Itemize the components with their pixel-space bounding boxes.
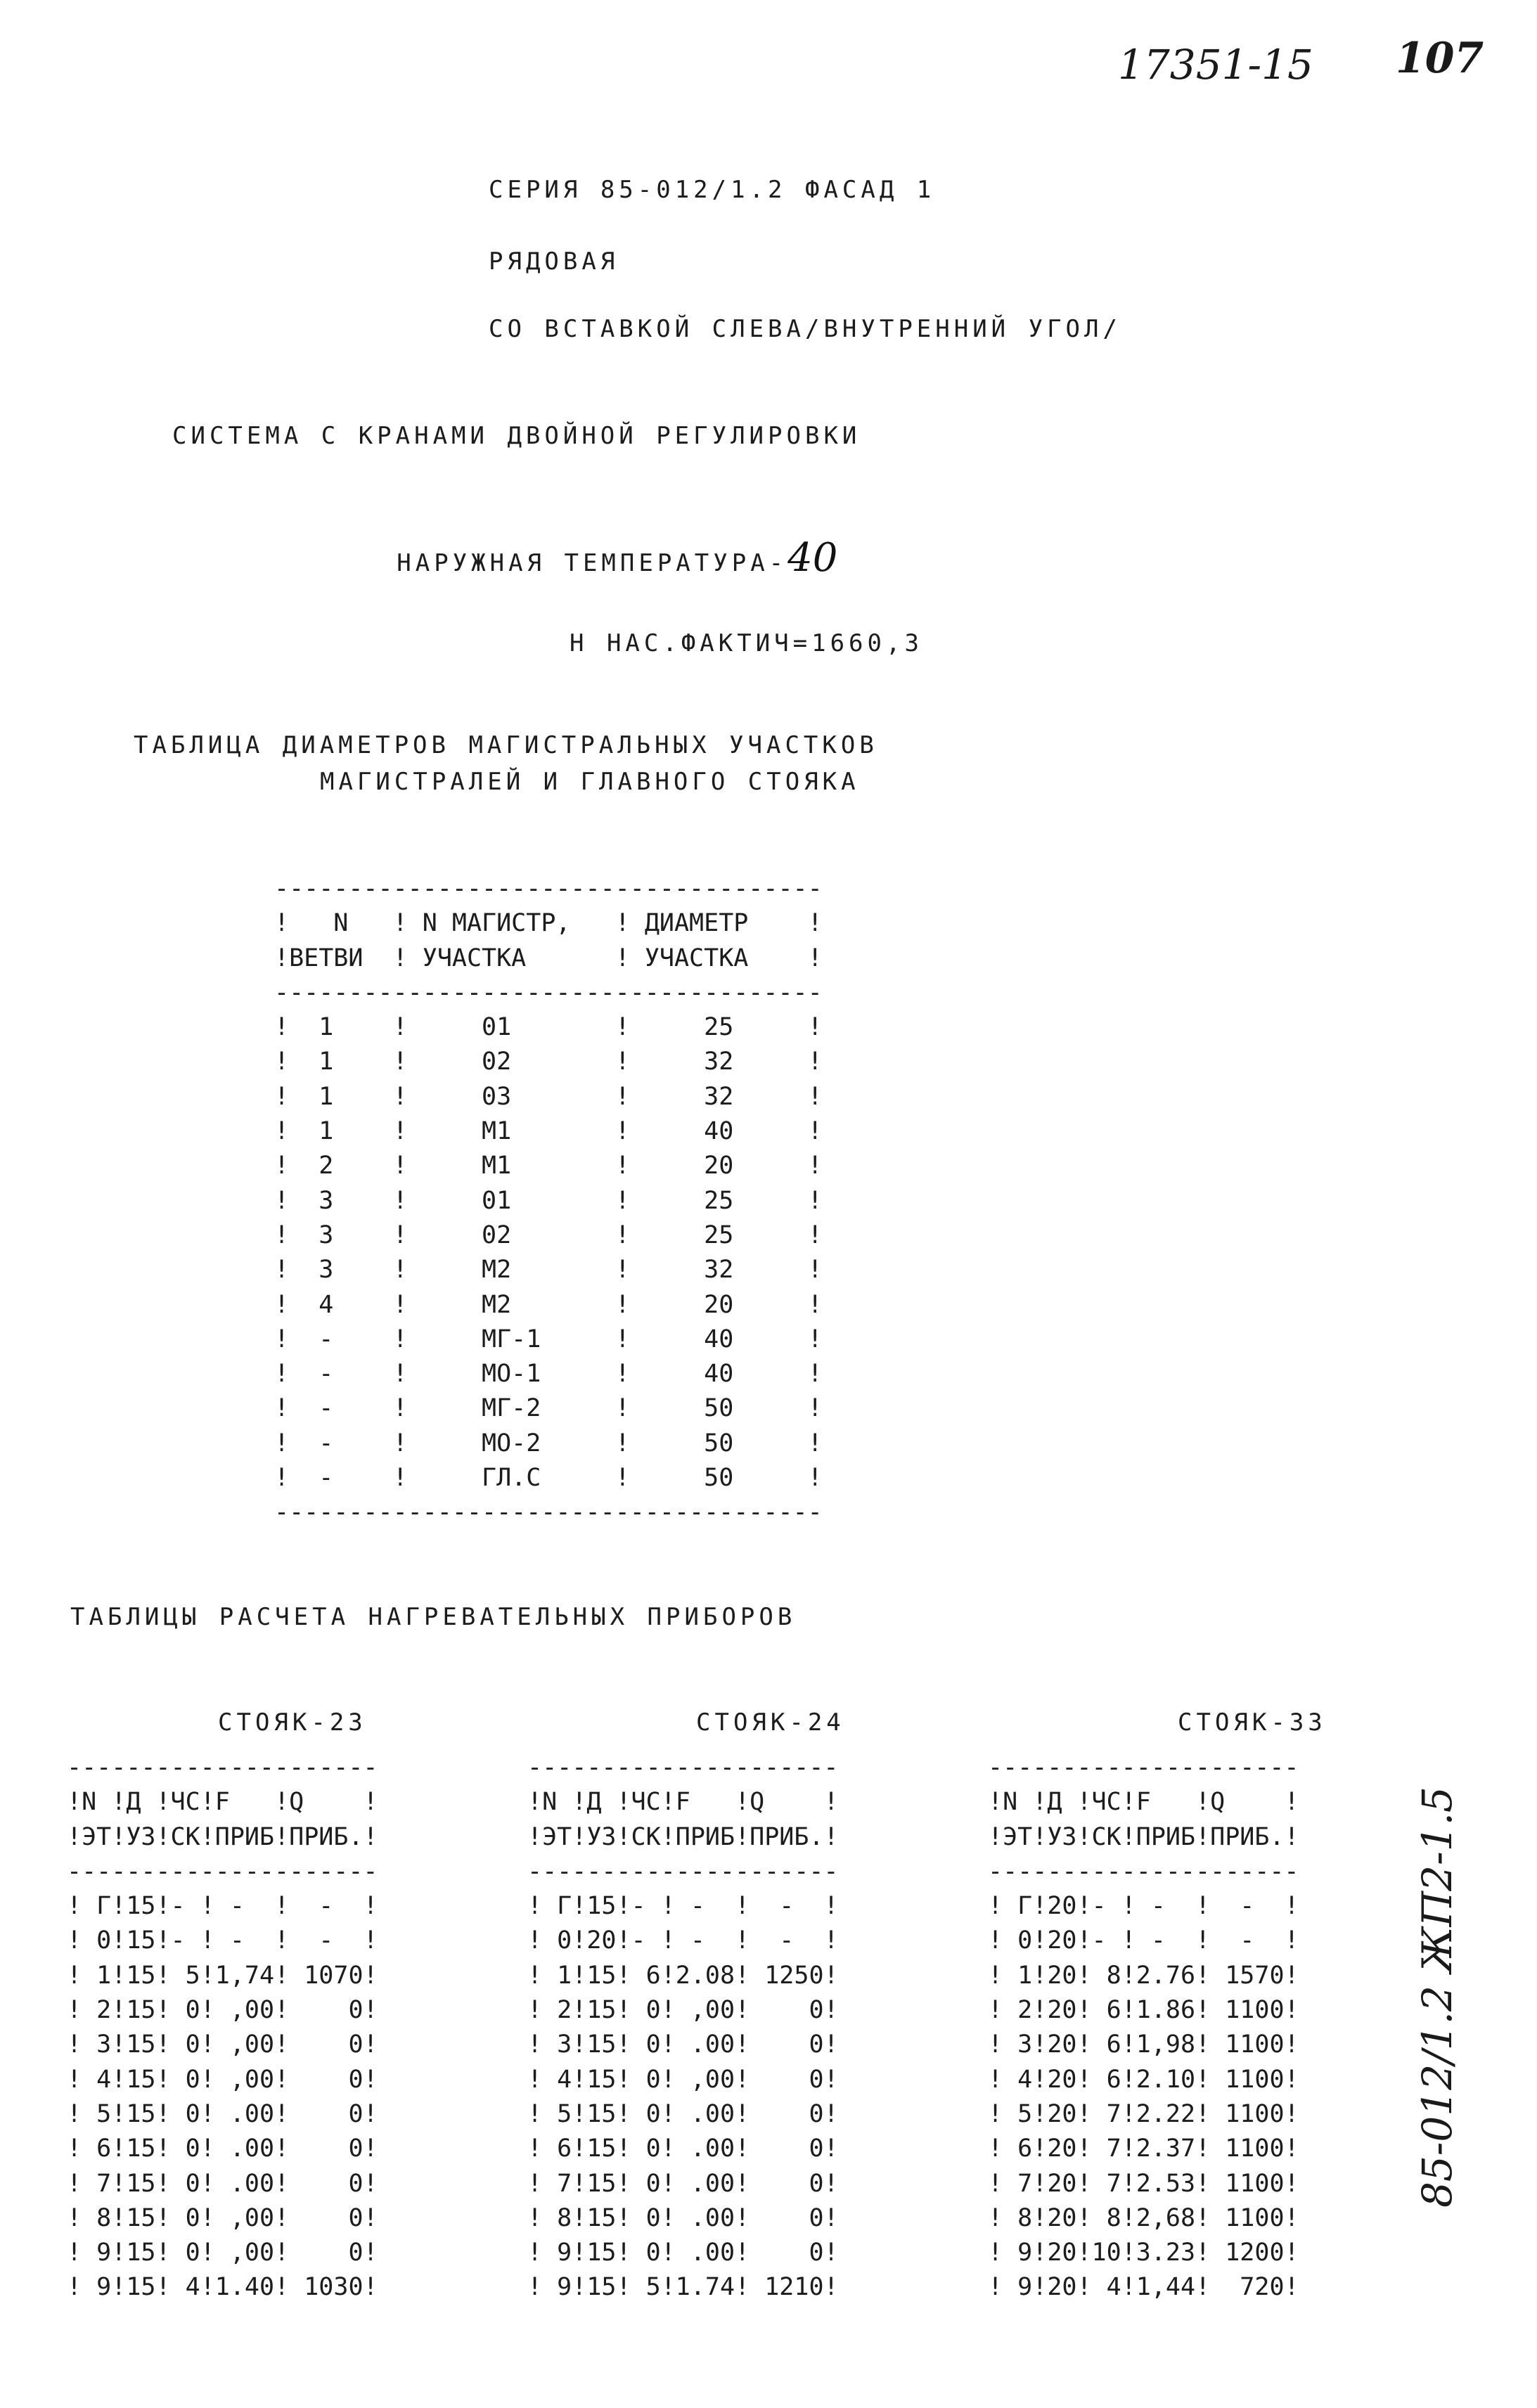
cell-floor: 2 xyxy=(1003,1996,1033,2025)
cell-area: .00 xyxy=(214,2135,275,2163)
cell-sections: 0 xyxy=(631,2065,661,2094)
cell-area: ,00 xyxy=(214,2203,275,2232)
cell-heat: - xyxy=(1210,1892,1285,1921)
cell-diameter: 20 xyxy=(1047,2169,1077,2198)
cell-branch: 3 xyxy=(289,1186,393,1215)
cell-floor: 6 xyxy=(542,2135,572,2163)
header-sections: ЧС xyxy=(170,1788,200,1817)
header-sections: ЧС xyxy=(1091,1788,1121,1817)
cell-diameter: 15 xyxy=(586,2065,617,2094)
cell-heat: 0 xyxy=(750,2099,824,2128)
cell-heat: - xyxy=(289,1926,364,1955)
cell-floor: 4 xyxy=(82,2065,112,2094)
cell-area: ,00 xyxy=(675,1996,735,2025)
cell-heat: - xyxy=(750,1892,824,1921)
cell-heat: 0 xyxy=(289,2030,364,2059)
cell-area: .00 xyxy=(675,2169,735,2198)
cell-heat: 0 xyxy=(289,2169,364,2198)
cell-sections: 8 xyxy=(1091,1961,1121,1990)
cell-diameter: 20 xyxy=(1047,2135,1077,2163)
cell-diameter: 15 xyxy=(126,2239,156,2267)
cell-diameter: 20 xyxy=(629,1152,808,1180)
subheader-sections: СК xyxy=(631,1822,661,1851)
cell-diameter: 20 xyxy=(1047,2239,1077,2267)
cell-diameter: 15 xyxy=(126,1961,156,1990)
cell-floor: 4 xyxy=(1003,2065,1033,2094)
cell-sections: 6 xyxy=(1091,2030,1121,2059)
cell-branch: 1 xyxy=(289,1117,393,1146)
temperature-value: 40 xyxy=(787,535,838,581)
cell-heat: 1100 xyxy=(1210,2135,1285,2163)
cell-floor: 6 xyxy=(82,2135,112,2163)
cell-area: ,00 xyxy=(214,2065,275,2094)
header-floor: N xyxy=(1003,1788,1033,1817)
cell-section: 02 xyxy=(407,1221,615,1249)
cell-floor: 0 xyxy=(542,1926,572,1955)
cell-diameter: 15 xyxy=(586,1892,617,1921)
cell-floor: 9 xyxy=(542,2239,572,2267)
subheader-heat: ПРИБ. xyxy=(750,1822,824,1851)
header-area: F xyxy=(675,1788,735,1817)
cell-branch: - xyxy=(289,1464,393,1493)
cell-sections: 0 xyxy=(170,1996,200,2025)
cell-sections: - xyxy=(631,1926,661,1955)
cell-area: 2.08 xyxy=(675,1961,735,1990)
cell-floor: 4 xyxy=(542,2065,572,2094)
cell-floor: Г xyxy=(1003,1892,1033,1921)
cell-heat: 1570 xyxy=(1210,1961,1285,1990)
cell-diameter: 15 xyxy=(126,2065,156,2094)
cell-area: 1.86 xyxy=(1136,1996,1196,2025)
cell-sections: 7 xyxy=(1091,2135,1121,2163)
header-heat: Q xyxy=(1210,1788,1285,1817)
cell-diameter: 40 xyxy=(629,1117,808,1146)
cell-diameter: 50 xyxy=(629,1429,808,1457)
cell-branch: 1 xyxy=(289,1013,393,1042)
header-floor: N xyxy=(82,1788,112,1817)
cell-section: 01 xyxy=(407,1013,615,1042)
cell-heat: 1100 xyxy=(1210,2169,1285,2198)
subheader-floor: ЭТ xyxy=(542,1822,572,1851)
cell-heat: 1210 xyxy=(750,2273,824,2302)
cell-section: М2 xyxy=(407,1256,615,1285)
cell-area: 1,44 xyxy=(1136,2273,1196,2302)
cell-heat: 0 xyxy=(289,2135,364,2163)
cell-floor: 6 xyxy=(1003,2135,1033,2163)
header-area: F xyxy=(1136,1788,1196,1817)
cell-floor: 9 xyxy=(1003,2273,1033,2302)
cell-diameter: 32 xyxy=(629,1082,808,1111)
cell-area: 1.74 xyxy=(675,2273,735,2302)
cell-area: - xyxy=(214,1892,275,1921)
cell-diameter: 15 xyxy=(586,2273,617,2302)
cell-sections: 0 xyxy=(170,2065,200,2094)
cell-heat: 1070 xyxy=(289,1961,364,1990)
outdoor-temperature xyxy=(383,522,837,581)
temperature-label: НАРУЖНАЯ ТЕМПЕРАТУРА- xyxy=(397,549,788,577)
header-area: F xyxy=(214,1788,275,1817)
cell-sections: - xyxy=(170,1926,200,1955)
cell-diameter: 20 xyxy=(1047,2203,1077,2232)
cell-diameter: 15 xyxy=(126,1996,156,2025)
subheader-diameter: УЗ xyxy=(1047,1822,1077,1851)
cell-diameter: 20 xyxy=(1047,2065,1077,2094)
cell-sections: - xyxy=(1091,1926,1121,1955)
header-heat: Q xyxy=(289,1788,364,1817)
cell-diameter: 32 xyxy=(629,1256,808,1285)
cell-diameter: 20 xyxy=(629,1290,808,1319)
cell-diameter: 20 xyxy=(1047,2273,1077,2302)
cell-section: МО-2 xyxy=(407,1429,615,1457)
cell-area: - xyxy=(1136,1892,1196,1921)
header-diameter: Д xyxy=(126,1788,156,1817)
cell-floor: 5 xyxy=(542,2099,572,2128)
cell-area: 2.37 xyxy=(1136,2135,1196,2163)
cell-floor: 9 xyxy=(1003,2239,1033,2267)
cell-sections: 0 xyxy=(631,2203,661,2232)
riser-table-33: --------------------- !N !Д !ЧС!F !Q ! !ЭТ!УЗ!СК!ПРИБ!ПРИБ.! --------------------- ! Г!20!- ! - ! - ! ! 0!20!- ! - ! - ! ! 1!20! 8!2.76! 1570! ! 2!20! 6!1.86! 1100! ! 3!20! 6!1,98! 1100! ! 4!20! 6!2.10! 1100! ! 5!20! 7!2.22! 1100! ! 6!20! 7!2.37! 1100! ! 7!20! 7!2.53! 1100! ! 8!20! 8!2,68! 1100! ! 9!20!10!3.23! 1200! ! 9!20! 4!1,44! 720! xyxy=(988,1753,1299,2302)
cell-sections: 6 xyxy=(631,1961,661,1990)
cell-area: ,00 xyxy=(675,2065,735,2094)
cell-diameter: 32 xyxy=(629,1048,808,1076)
cell-heat: 0 xyxy=(289,2239,364,2267)
cell-floor: 8 xyxy=(1003,2203,1033,2232)
subheader-heat: ПРИБ. xyxy=(1210,1822,1285,1851)
cell-area: 1,98 xyxy=(1136,2030,1196,2059)
cell-heat: - xyxy=(1210,1926,1285,1955)
header-diameter: Д xyxy=(1047,1788,1077,1817)
cell-area: 2.22 xyxy=(1136,2099,1196,2128)
cell-sections: 0 xyxy=(170,2239,200,2267)
cell-diameter: 15 xyxy=(126,2203,156,2232)
subheader-area: ПРИБ xyxy=(214,1822,275,1851)
cell-heat: 0 xyxy=(750,2169,824,2198)
cell-sections: 6 xyxy=(1091,2065,1121,2094)
cell-floor: 3 xyxy=(1003,2030,1033,2059)
diameter-table-caption-2: МАГИСТРАЛЕЙ И ГЛАВНОГО СТОЯКА xyxy=(320,768,860,796)
cell-heat: 1200 xyxy=(1210,2239,1285,2267)
cell-sections: 0 xyxy=(170,2030,200,2059)
cell-section: М1 xyxy=(407,1152,615,1180)
cell-diameter: 15 xyxy=(586,2099,617,2128)
column-header-branch: N xyxy=(289,909,393,938)
cell-area: .00 xyxy=(214,2099,275,2128)
cell-diameter: 15 xyxy=(586,2169,617,2198)
cell-diameter: 40 xyxy=(629,1360,808,1389)
cell-floor: 7 xyxy=(1003,2169,1033,2198)
cell-diameter: 20 xyxy=(1047,2030,1077,2059)
cell-diameter: 15 xyxy=(126,1926,156,1955)
cell-heat: 1250 xyxy=(750,1961,824,1990)
cell-diameter: 15 xyxy=(586,1961,617,1990)
cell-diameter: 15 xyxy=(126,2099,156,2128)
cell-branch: 4 xyxy=(289,1290,393,1319)
cell-area: 2.53 xyxy=(1136,2169,1196,2198)
cell-floor: Г xyxy=(82,1892,112,1921)
cell-floor: 1 xyxy=(1003,1961,1033,1990)
cell-section: 01 xyxy=(407,1186,615,1215)
riser-title-24: СТОЯК-24 xyxy=(696,1708,845,1737)
cell-branch: - xyxy=(289,1325,393,1353)
cell-sections: 0 xyxy=(170,2135,200,2163)
cell-section: МО-1 xyxy=(407,1360,615,1389)
cell-heat: 0 xyxy=(750,2030,824,2059)
cell-diameter: 15 xyxy=(126,2135,156,2163)
subheader-diameter: УЗ xyxy=(126,1822,156,1851)
header-heat: Q xyxy=(750,1788,824,1817)
cell-diameter: 15 xyxy=(586,2239,617,2267)
riser-title-33: СТОЯК-33 xyxy=(1178,1708,1327,1737)
cell-sections: 0 xyxy=(170,2203,200,2232)
cell-floor: 9 xyxy=(82,2239,112,2267)
cell-sections: - xyxy=(631,1892,661,1921)
cell-heat: 0 xyxy=(750,2065,824,2094)
riser-table-23: --------------------- !N !Д !ЧС!F !Q ! !ЭТ!УЗ!СК!ПРИБ!ПРИБ.! --------------------- ! Г!15!- ! - ! - ! ! 0!15!- ! - ! - ! ! 1!15! 5!1,74! 1070! ! 2!15! 0! ,00! 0! ! 3!15! 0! ,00! 0! ! 4!15! 0! ,00! 0! ! 5!15! 0! .00! 0! ! 6!15! 0! .00! 0! ! 7!15! 0! .00! 0! ! 8!15! 0! ,00! 0! ! 9!15! 0! ,00! 0! ! 9!15! 4!1.40! 1030! xyxy=(67,1753,378,2302)
cell-sections: 0 xyxy=(170,2099,200,2128)
cell-heat: 1100 xyxy=(1210,2030,1285,2059)
cell-heat: 1100 xyxy=(1210,1996,1285,2025)
cell-sections: - xyxy=(170,1892,200,1921)
cell-area: .00 xyxy=(675,2135,735,2163)
side-stamp: 85-012/1.2 ЖП2-1.5 xyxy=(1413,1786,1461,2208)
subheader-floor: ЭТ xyxy=(1003,1822,1033,1851)
cell-area: .00 xyxy=(675,2239,735,2267)
cell-heat: 0 xyxy=(750,2135,824,2163)
cell-heat: 0 xyxy=(289,2203,364,2232)
cell-area: ,00 xyxy=(214,1996,275,2025)
page-number: 107 xyxy=(1396,34,1484,83)
diameter-table: ------------------------------------- ! N ! N МАГИСТР, ! ДИАМЕТР ! !ВЕТВИ ! УЧАСТКА ! УЧАСТКА ! ------------------------------------- ! 1 ! 01 ! 25 ! ! 1 ! 02 ! 32 ! ! 1 ! 03 ! 32 ! ! 1 ! М1 ! 40 ! ! 2 ! М1 ! 20 ! ! 3 ! 01 ! 25 ! ! 3 ! 02 ! 25 ! ! 3 ! М2 ! 32 ! ! 4 ! М2 ! 20 ! ! - ! МГ-1 ! 40 ! ! - ! МО-1 ! 40 ! ! - ! МГ-2 ! 50 ! ! - ! МО-2 ! 50 ! ! - ! ГЛ.С ! 50 ! ------------------------------------- xyxy=(274,875,823,1527)
cell-area: - xyxy=(675,1892,735,1921)
cell-diameter: 15 xyxy=(586,2030,617,2059)
cell-floor: 8 xyxy=(82,2203,112,2232)
cell-branch: 1 xyxy=(289,1082,393,1111)
cell-area: .00 xyxy=(675,2099,735,2128)
cell-sections: 4 xyxy=(1091,2273,1121,2302)
series-line: СЕРИЯ 85-012/1.2 ФАСАД 1 xyxy=(489,176,936,204)
cell-diameter: 15 xyxy=(126,2273,156,2302)
cell-diameter: 15 xyxy=(126,1892,156,1921)
cell-sections: 0 xyxy=(631,2030,661,2059)
column-header-diameter: ДИАМЕТР xyxy=(629,909,808,938)
cell-area: - xyxy=(675,1926,735,1955)
cell-branch: - xyxy=(289,1394,393,1423)
cell-heat: 0 xyxy=(289,1996,364,2025)
cell-branch: 3 xyxy=(289,1256,393,1285)
header-diameter: Д xyxy=(586,1788,617,1817)
cell-sections: 0 xyxy=(631,1996,661,2025)
cell-floor: 0 xyxy=(82,1926,112,1955)
cell-heat: - xyxy=(750,1926,824,1955)
cell-area: 3.23 xyxy=(1136,2239,1196,2267)
cell-diameter: 50 xyxy=(629,1394,808,1423)
cell-branch: 3 xyxy=(289,1221,393,1249)
cell-section: М1 xyxy=(407,1117,615,1146)
cell-diameter: 15 xyxy=(586,1996,617,2025)
cell-diameter: 15 xyxy=(126,2169,156,2198)
cell-heat: 0 xyxy=(750,1996,824,2025)
cell-heat: - xyxy=(289,1892,364,1921)
cell-heat: 0 xyxy=(750,2239,824,2267)
subheader-floor: ЭТ xyxy=(82,1822,112,1851)
cell-sections: 7 xyxy=(1091,2099,1121,2128)
cell-branch: 1 xyxy=(289,1048,393,1076)
cell-sections: 5 xyxy=(170,1961,200,1990)
cell-area: 2.10 xyxy=(1136,2065,1196,2094)
cell-floor: 8 xyxy=(542,2203,572,2232)
cell-floor: 5 xyxy=(1003,2099,1033,2128)
cell-section: М2 xyxy=(407,1290,615,1319)
cell-floor: Г xyxy=(542,1892,572,1921)
cell-sections: 5 xyxy=(631,2273,661,2302)
cell-floor: 3 xyxy=(82,2030,112,2059)
column-subheader-diameter: УЧАСТКА xyxy=(629,944,808,972)
cell-branch: - xyxy=(289,1429,393,1457)
cell-floor: 7 xyxy=(542,2169,572,2198)
subheader-heat: ПРИБ. xyxy=(289,1822,364,1851)
cell-area: .00 xyxy=(675,2203,735,2232)
cell-heat: 0 xyxy=(289,2065,364,2094)
cell-sections: 0 xyxy=(631,2135,661,2163)
cell-section: МГ-1 xyxy=(407,1325,615,1353)
cell-sections: - xyxy=(1091,1892,1121,1921)
cell-diameter: 25 xyxy=(629,1221,808,1249)
subheader-area: ПРИБ xyxy=(675,1822,735,1851)
cell-floor: 7 xyxy=(82,2169,112,2198)
cell-area: 1,74 xyxy=(214,1961,275,1990)
document-code: 17351-15 xyxy=(1118,41,1313,89)
subheader-diameter: УЗ xyxy=(586,1822,617,1851)
cell-branch: - xyxy=(289,1360,393,1389)
cell-heat: 1100 xyxy=(1210,2065,1285,2094)
cell-area: .00 xyxy=(214,2169,275,2198)
cell-section: МГ-2 xyxy=(407,1394,615,1423)
cell-sections: 0 xyxy=(631,2169,661,2198)
column-header-main-section: N МАГИСТР, xyxy=(407,909,615,938)
column-subheader-section: УЧАСТКА xyxy=(407,944,615,972)
cell-floor: 3 xyxy=(542,2030,572,2059)
header-sections: ЧС xyxy=(631,1788,661,1817)
column-subheader-branch: ВЕТВИ xyxy=(289,944,393,972)
cell-heat: 0 xyxy=(289,2099,364,2128)
cell-heat: 720 xyxy=(1210,2273,1285,2302)
cell-sections: 0 xyxy=(631,2099,661,2128)
cell-diameter: 20 xyxy=(1047,1996,1077,2025)
building-type: РЯДОВАЯ xyxy=(489,247,619,276)
cell-area: .00 xyxy=(675,2030,735,2059)
cell-area: - xyxy=(214,1926,275,1955)
riser-title-23: СТОЯК-23 xyxy=(218,1708,367,1737)
cell-floor: 1 xyxy=(542,1961,572,1990)
cell-heat: 1100 xyxy=(1210,2099,1285,2128)
cell-diameter: 20 xyxy=(1047,1961,1077,1990)
riser-table-24: --------------------- !N !Д !ЧС!F !Q ! !ЭТ!УЗ!СК!ПРИБ!ПРИБ.! --------------------- ! Г!15!- ! - ! - ! ! 0!20!- ! - ! - ! ! 1!15! 6!2.08! 1250! ! 2!15! 0! ,00! 0! ! 3!15! 0! .00! 0! ! 4!15! 0! ,00! 0! ! 5!15! 0! .00! 0! ! 6!15! 0! .00! 0! ! 7!15! 0! .00! 0! ! 8!15! 0! .00! 0! ! 9!15! 0! .00! 0! ! 9!15! 5!1.74! 1210! xyxy=(527,1753,839,2302)
insert-description: СО ВСТАВКОЙ СЛЕВА/ВНУТРЕННИЙ УГОЛ/ xyxy=(489,315,1121,343)
cell-diameter: 15 xyxy=(126,2030,156,2059)
cell-diameter: 50 xyxy=(629,1464,808,1493)
heaters-caption: ТАБЛИЦЫ РАСЧЕТА НАГРЕВАТЕЛЬНЫХ ПРИБОРОВ xyxy=(70,1603,797,1631)
cell-sections: 7 xyxy=(1091,2169,1121,2198)
cell-diameter: 40 xyxy=(629,1325,808,1353)
cell-sections: 4 xyxy=(170,2273,200,2302)
subheader-sections: СК xyxy=(1091,1822,1121,1851)
cell-diameter: 15 xyxy=(586,2203,617,2232)
cell-floor: 9 xyxy=(542,2273,572,2302)
cell-floor: 0 xyxy=(1003,1926,1033,1955)
cell-diameter: 25 xyxy=(629,1186,808,1215)
diameter-table-caption-1: ТАБЛИЦА ДИАМЕТРОВ МАГИСТРАЛЬНЫХ УЧАСТКОВ xyxy=(134,731,878,759)
cell-floor: 2 xyxy=(82,1996,112,2025)
cell-branch: 2 xyxy=(289,1152,393,1180)
cell-sections: 8 xyxy=(1091,2203,1121,2232)
subheader-area: ПРИБ xyxy=(1136,1822,1196,1851)
cell-floor: 5 xyxy=(82,2099,112,2128)
cell-diameter: 20 xyxy=(1047,2099,1077,2128)
cell-section: ГЛ.С xyxy=(407,1464,615,1493)
cell-floor: 9 xyxy=(82,2273,112,2302)
cell-area: ,00 xyxy=(214,2239,275,2267)
subheader-sections: СК xyxy=(170,1822,200,1851)
cell-diameter: 20 xyxy=(1047,1926,1077,1955)
pressure-value: Н НАС.ФАКТИЧ=1660,3 xyxy=(570,629,923,657)
cell-diameter: 15 xyxy=(586,2135,617,2163)
cell-floor: 2 xyxy=(542,1996,572,2025)
cell-sections: 6 xyxy=(1091,1996,1121,2025)
cell-diameter: 20 xyxy=(586,1926,617,1955)
cell-area: - xyxy=(1136,1926,1196,1955)
cell-area: 2.76 xyxy=(1136,1961,1196,1990)
cell-heat: 1030 xyxy=(289,2273,364,2302)
cell-diameter: 20 xyxy=(1047,1892,1077,1921)
header-floor: N xyxy=(542,1788,572,1817)
cell-heat: 1100 xyxy=(1210,2203,1285,2232)
cell-sections: 0 xyxy=(170,2169,200,2198)
cell-sections: 0 xyxy=(631,2239,661,2267)
system-description: СИСТЕМА С КРАНАМИ ДВОЙНОЙ РЕГУЛИРОВКИ xyxy=(172,422,861,450)
cell-heat: 0 xyxy=(750,2203,824,2232)
cell-sections: 10 xyxy=(1091,2239,1121,2267)
cell-floor: 1 xyxy=(82,1961,112,1990)
cell-section: 03 xyxy=(407,1082,615,1111)
cell-area: 1.40 xyxy=(214,2273,275,2302)
cell-area: 2,68 xyxy=(1136,2203,1196,2232)
cell-diameter: 25 xyxy=(629,1013,808,1042)
cell-area: ,00 xyxy=(214,2030,275,2059)
cell-section: 02 xyxy=(407,1048,615,1076)
